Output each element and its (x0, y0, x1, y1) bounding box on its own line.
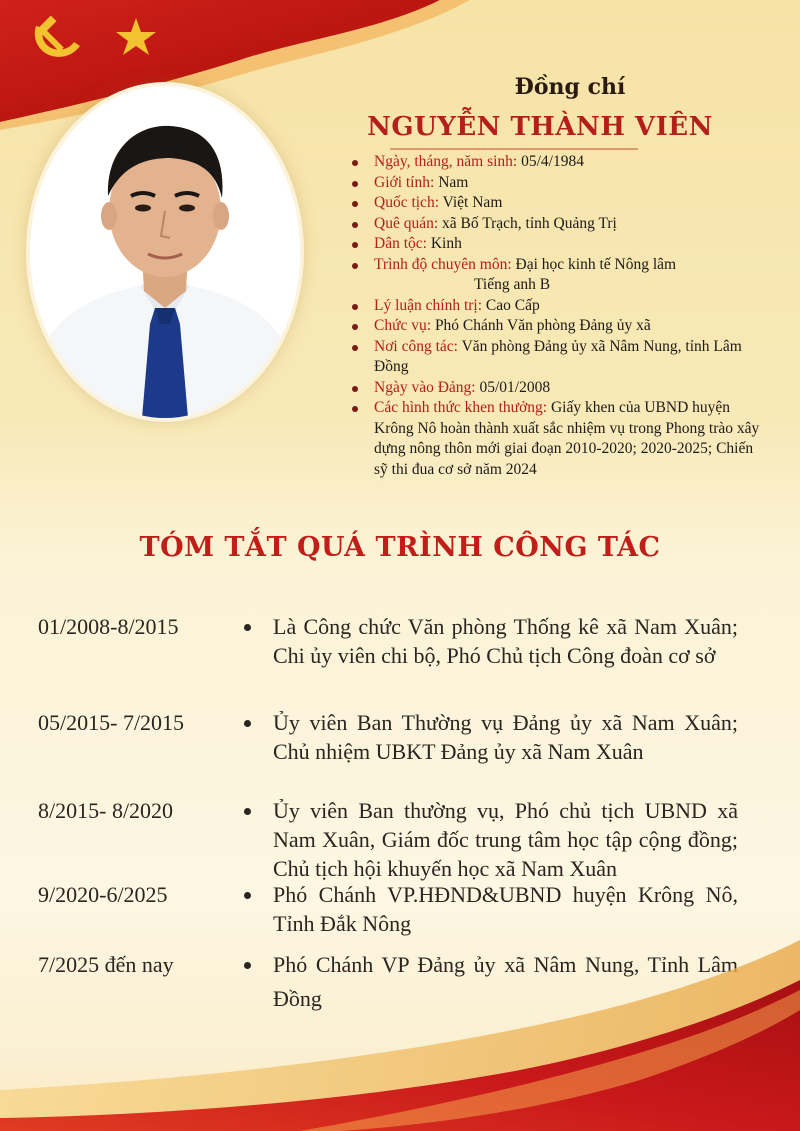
timeline-period: 9/2020-6/2025 (38, 882, 168, 907)
info-item (342, 255, 762, 296)
info-value: Nam (438, 173, 469, 191)
info-key: Dân tộc: (374, 235, 427, 252)
info-item (342, 398, 762, 480)
info-extra: Tiếng anh B (474, 276, 551, 293)
info-value: 05/01/2008 (479, 378, 551, 396)
info-item (342, 337, 762, 378)
timeline-period: 8/2015- 8/2020 (38, 798, 174, 823)
timeline-desc: Ủy viên Ban thường vụ, Phó chủ tịch UBND xã Nam Xuân, Giám đốc trung tâm học tập cộng đồng; Chủ tịch hội khuyến học xã Nam Xuân (273, 798, 738, 881)
info-key: Nơi công tác: (374, 337, 458, 355)
portrait-photo (30, 86, 300, 418)
timeline-desc: Là Công chức Văn phòng Thống kê xã Nam Xuân; Chi ủy viên chi bộ, Phó Chủ tịch Công đoàn cơ sở (273, 614, 738, 668)
salutation: Đồng chí (514, 74, 626, 100)
bullet-icon (244, 808, 251, 815)
info-item (342, 296, 762, 317)
hammer-sickle-star-emblem (18, 8, 168, 68)
info-value: Đại học kinh tế Nông lâm (515, 255, 677, 273)
info-item (342, 173, 762, 194)
info-value: Cao Cấp (485, 296, 540, 314)
info-key: Quốc tịch: (374, 194, 439, 211)
info-value: Giấy khen của UBND huyện Krông Nô hoàn thành xuất sắc nhiệm vụ trong Phong trào xây dựng nông thôn mới giai đoạn 2010-2020; 2020-2025; Chiến sỹ thi đua cơ sở năm 2024 (374, 399, 760, 478)
info-value: Phó Chánh Văn phòng Đảng ủy xã (434, 317, 651, 334)
info-item (342, 316, 762, 337)
info-key: Giới tính: (374, 173, 435, 191)
info-item (342, 378, 762, 399)
portrait-frame (30, 86, 300, 418)
info-key: Trình độ chuyên môn: (374, 255, 512, 273)
timeline-desc: Phó Chánh VP.HĐND&UBND huyện Krông Nô, Tỉnh Đắk Nông (273, 882, 738, 936)
info-key: Ngày vào Đảng: (374, 378, 476, 396)
person-name: NGUYỄN THÀNH VIÊN (367, 112, 713, 142)
name-underline (390, 148, 638, 150)
info-key: Lý luận chính trị: (374, 296, 483, 314)
timeline-period: 7/2025 đến nay (38, 952, 174, 977)
info-value: Việt Nam (442, 194, 503, 211)
info-item (342, 193, 762, 214)
bullet-icon (244, 624, 251, 631)
timeline-period: 01/2008-8/2015 (38, 614, 179, 639)
info-item (342, 234, 762, 255)
section-title: TÓM TẮT QUÁ TRÌNH CÔNG TÁC (139, 532, 661, 563)
info-value: Kinh (430, 235, 462, 252)
bottom-flag-decoration (0, 940, 800, 1131)
info-value: Văn phòng Đảng ủy xã Nâm Nung, tỉnh Lâm Đồng (374, 337, 742, 375)
bullet-icon (244, 720, 251, 727)
personal-info-list (342, 152, 762, 480)
info-key: Chức vụ: (374, 317, 432, 334)
timeline-period: 05/2015- 7/2015 (38, 710, 185, 735)
info-key: Quê quán: (374, 214, 439, 232)
info-item (342, 152, 762, 173)
timeline-desc: Ủy viên Ban Thường vụ Đảng ủy xã Nam Xuân; Chủ nhiệm UBKT Đảng ủy xã Nam Xuân (273, 710, 738, 764)
info-key: Các hình thức khen thưởng: (374, 399, 548, 416)
info-value: xã Bố Trạch, tỉnh Quảng Trị (442, 214, 617, 232)
info-item (342, 214, 762, 235)
timeline-desc: Phó Chánh VP Đảng ủy xã Nâm Nung, Tỉnh Lâm Đồng (273, 952, 738, 1011)
info-value: 05/4/1984 (521, 153, 584, 170)
info-key: Ngày, tháng, năm sinh: (374, 153, 518, 170)
bullet-icon (244, 892, 251, 899)
